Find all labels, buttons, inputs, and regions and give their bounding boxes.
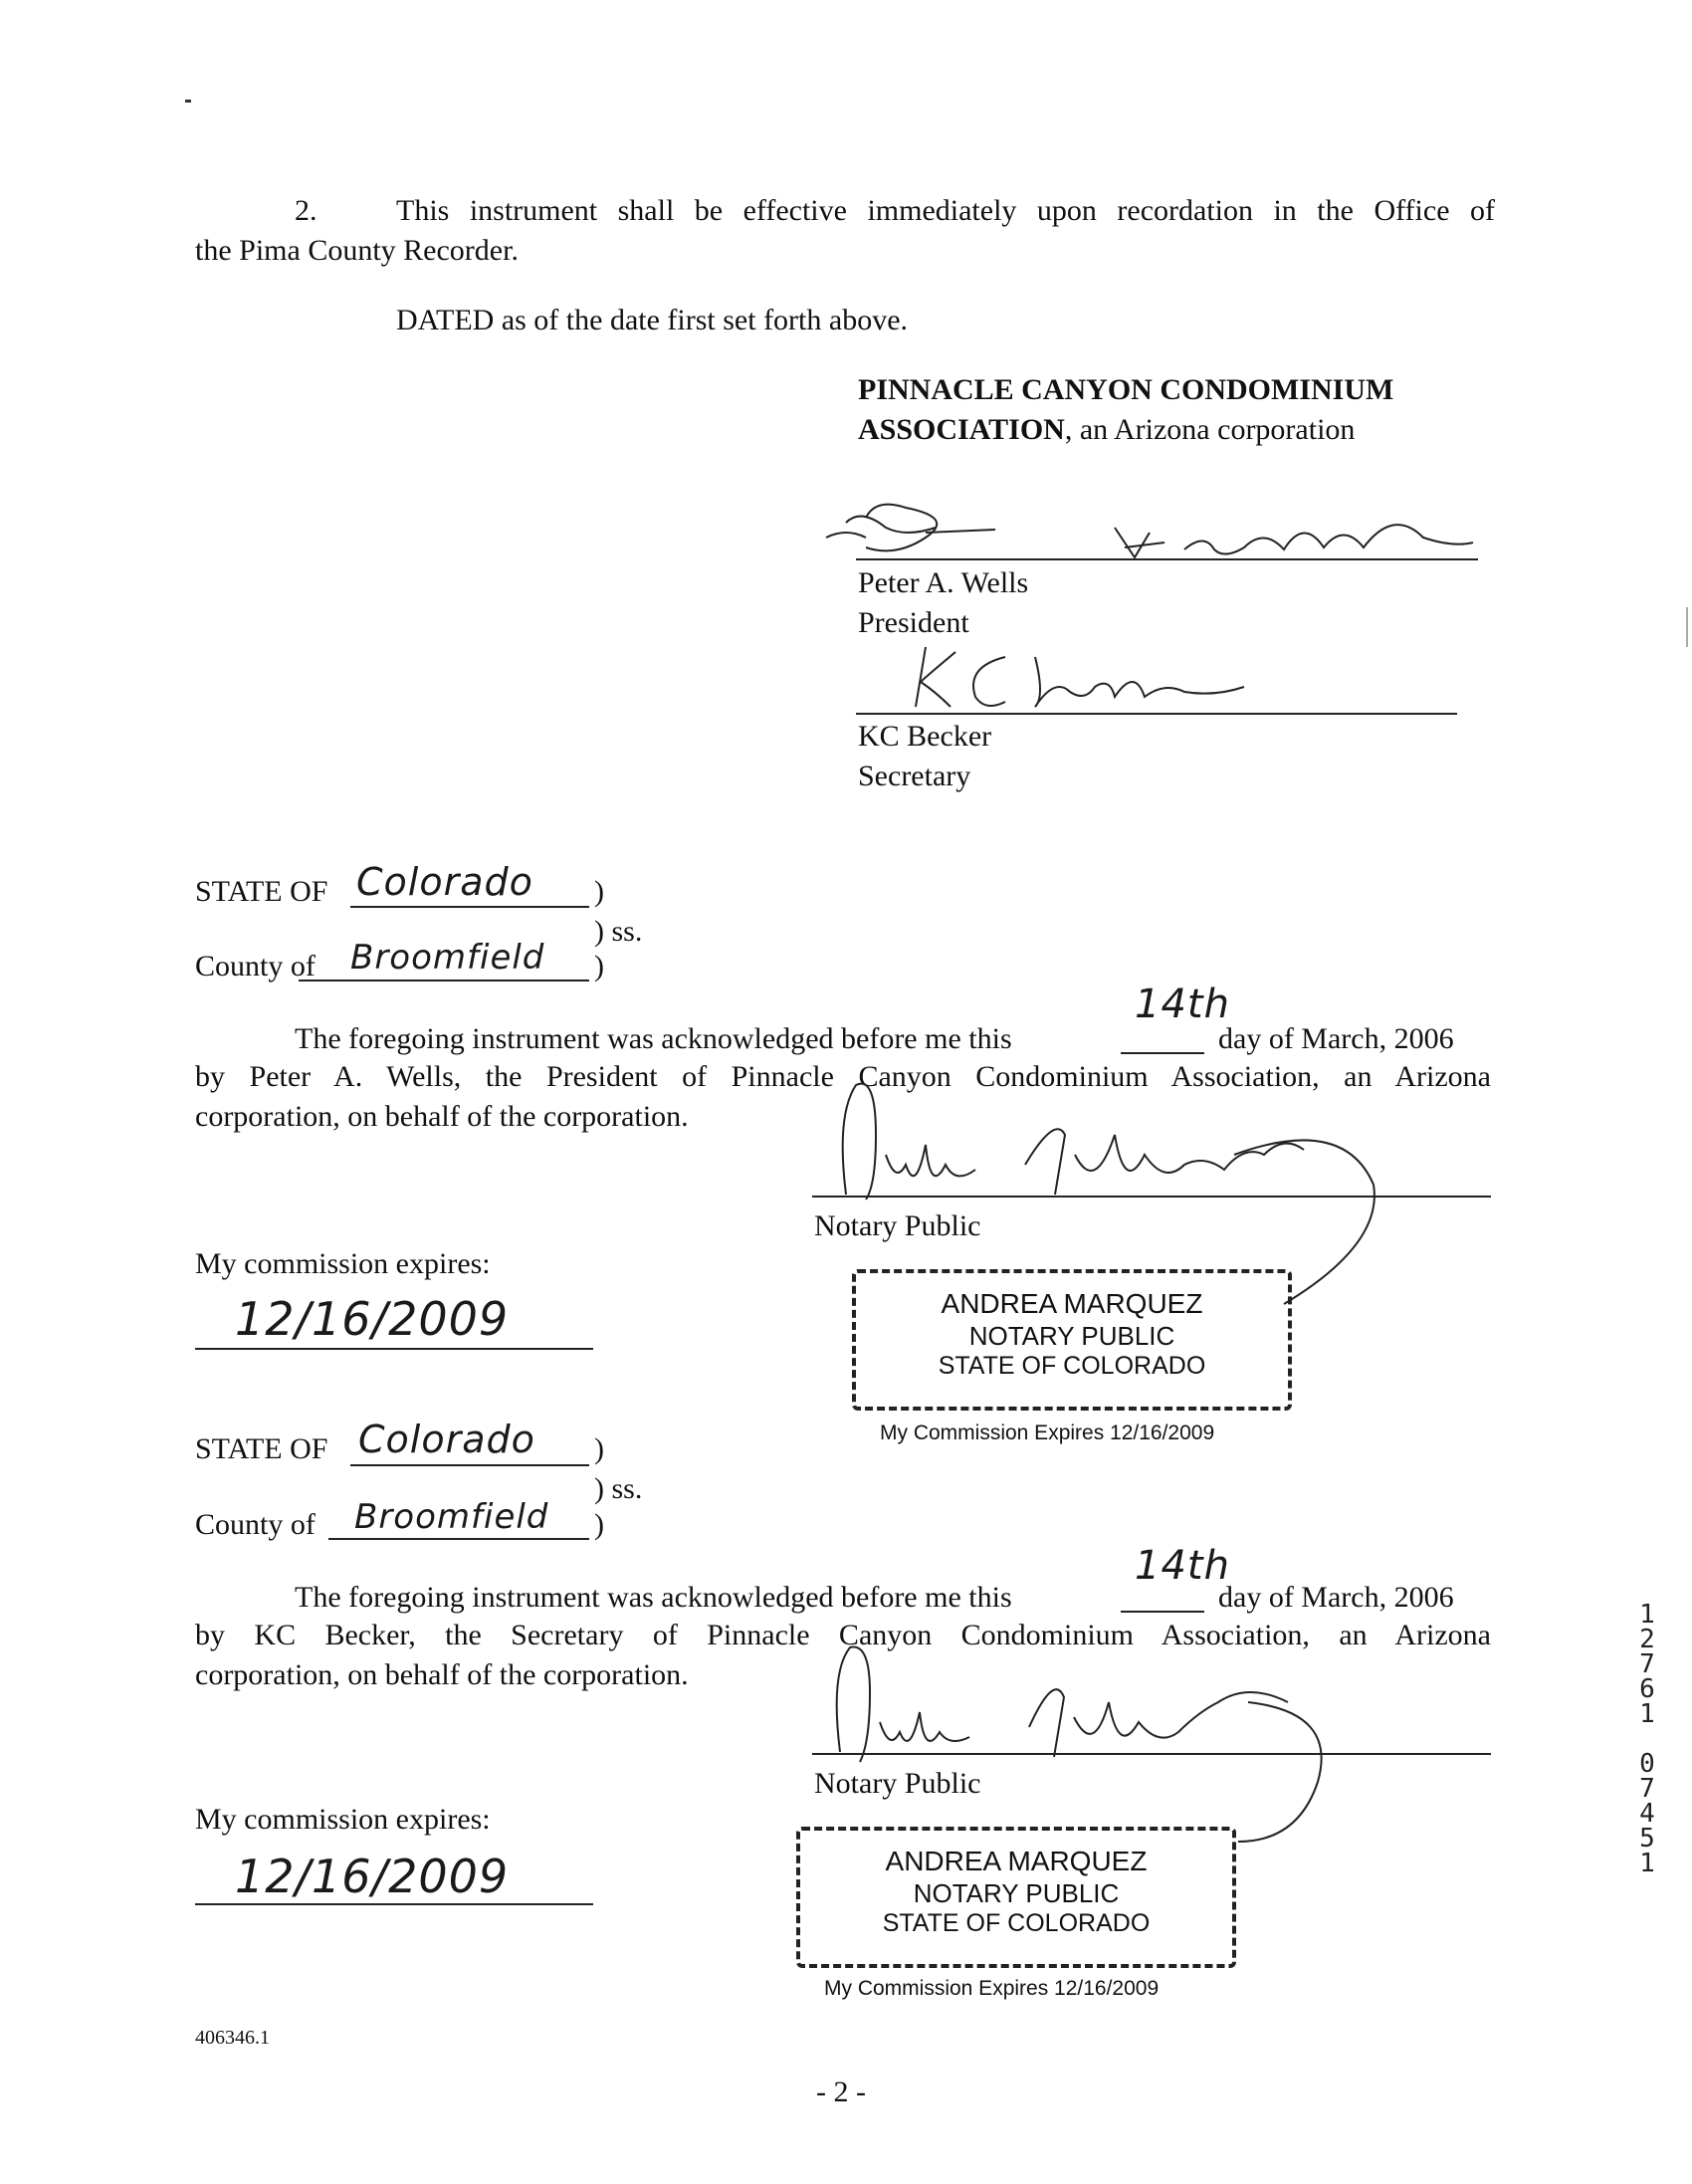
association-name-line2 — [858, 410, 1355, 450]
ack1-stamp-expires: My Commission Expires 12/16/2009 — [880, 1421, 1215, 1444]
ack2-county-line — [328, 1538, 589, 1540]
ack1-text-suffix: day of March, 2006 — [1218, 1022, 1454, 1055]
recording-digit: 0 — [1639, 1749, 1655, 1779]
ack2-stamp-expires: My Commission Expires 12/16/2009 — [824, 1977, 1160, 2000]
association-name-bold: ASSOCIATION — [858, 413, 1065, 446]
association-name-rest: , an Arizona corporation — [1064, 413, 1356, 446]
recording-digit: 1 — [1639, 1849, 1655, 1878]
dated-line: DATED as of the date first set forth above. — [396, 304, 909, 336]
ack1-paren-top: ) — [594, 875, 604, 908]
ack1-day-value: 14th — [1135, 982, 1230, 1027]
recording-digit: 1 — [1639, 1699, 1655, 1729]
ack2-state-label: STATE OF — [195, 1432, 328, 1465]
ack1-ss: ) ss. — [594, 915, 643, 948]
recording-digit: 1 — [1639, 1600, 1655, 1630]
association-name-line1: PINNACLE CANYON CONDOMINIUM — [858, 373, 1394, 406]
ack1-stamp-state: STATE OF COLORADO — [938, 1352, 1206, 1380]
ack2-day-line — [1121, 1611, 1204, 1613]
ack2-state-value: Colorado — [358, 1418, 535, 1461]
ack2-notary-signature — [820, 1642, 1338, 1842]
ack2-text-suffix: day of March, 2006 — [1218, 1581, 1454, 1614]
ack1-commission-line — [195, 1348, 593, 1350]
ack1-line3: corporation, on behalf of the corporation. — [195, 1100, 689, 1133]
signature-peter-wells — [806, 478, 1493, 567]
signer-name-1: Peter A. Wells — [858, 566, 1029, 599]
ack2-notary-line — [812, 1753, 1491, 1755]
ack1-county-line — [299, 980, 589, 982]
ack1-notary-stamp — [852, 1269, 1292, 1411]
ack1-state-value: Colorado — [356, 860, 533, 904]
scan-speck — [185, 100, 191, 103]
ack1-text-prefix: The foregoing instrument was acknowledged before me this — [295, 1022, 1012, 1055]
ack1-county-value: Broomfield — [350, 938, 545, 978]
ack2-stamp-state: STATE OF COLORADO — [882, 1909, 1151, 1937]
ack1-paren-bottom: ) — [594, 950, 604, 983]
ack2-commission-label: My commission expires: — [195, 1803, 491, 1836]
ack2-ss: ) ss. — [594, 1472, 643, 1505]
ack2-commission-line — [195, 1903, 593, 1905]
ack2-notary-stamp — [796, 1827, 1236, 1968]
signer-name-2: KC Becker — [858, 720, 992, 753]
signature-line-secretary — [856, 713, 1457, 715]
page-number: - 2 - — [816, 2075, 866, 2108]
ack2-commission-value: 12/16/2009 — [235, 1850, 510, 1903]
ack1-stamp-name: ANDREA MARQUEZ — [941, 1288, 1203, 1319]
ack2-county-label: County of — [195, 1508, 316, 1541]
ack1-state-label: STATE OF — [195, 875, 328, 908]
ack1-commission-value: 12/16/2009 — [235, 1292, 510, 1346]
ack1-notary-label: Notary Public — [814, 1209, 981, 1242]
section-number: 2. — [295, 194, 317, 227]
ack2-line2: by KC Becker, the Secretary of Pinnacle Canyon Condominium Association, an Arizona — [195, 1619, 1491, 1651]
signer-title-1: President — [858, 606, 969, 639]
section2-line2: the Pima County Recorder. — [195, 234, 519, 267]
scan-edge-mark — [1686, 607, 1688, 647]
signature-kc-becker — [896, 637, 1254, 717]
recording-digit: 2 — [1639, 1625, 1655, 1654]
ack2-stamp-name: ANDREA MARQUEZ — [885, 1846, 1148, 1876]
ack2-line3: corporation, on behalf of the corporation. — [195, 1658, 689, 1691]
recording-digit: 7 — [1639, 1774, 1655, 1804]
recording-digit: 5 — [1639, 1824, 1655, 1854]
signature-line-president — [856, 558, 1478, 560]
recording-digit: 7 — [1639, 1649, 1655, 1679]
signer-title-2: Secretary — [858, 760, 971, 792]
ack1-notary-line — [812, 1196, 1491, 1198]
ack2-paren-top: ) — [594, 1432, 604, 1465]
ack1-day-line — [1121, 1052, 1204, 1054]
ack2-text-prefix: The foregoing instrument was acknowledged before me this — [295, 1581, 1012, 1614]
recording-digit: 4 — [1639, 1799, 1655, 1829]
ack1-county-label: County of — [195, 950, 316, 983]
ack2-day-value: 14th — [1135, 1543, 1230, 1589]
ack1-commission-label: My commission expires: — [195, 1247, 491, 1280]
ack2-state-line — [350, 1464, 589, 1466]
section2-line1: This instrument shall be effective immediately upon recordation in the Office of — [396, 194, 1495, 227]
ack2-county-value: Broomfield — [354, 1497, 549, 1537]
ack1-line2: by Peter A. Wells, the President of Pinnacle Canyon Condominium Association, an Arizona — [195, 1060, 1491, 1093]
ack1-state-line — [350, 906, 589, 908]
document-number: 406346.1 — [195, 2027, 270, 2049]
ack1-stamp-title: NOTARY PUBLIC — [968, 1321, 1175, 1351]
ack2-stamp-title: NOTARY PUBLIC — [913, 1878, 1120, 1908]
ack2-paren-bottom: ) — [594, 1508, 604, 1541]
recording-digit: 6 — [1639, 1674, 1655, 1704]
ack2-notary-label: Notary Public — [814, 1767, 981, 1800]
